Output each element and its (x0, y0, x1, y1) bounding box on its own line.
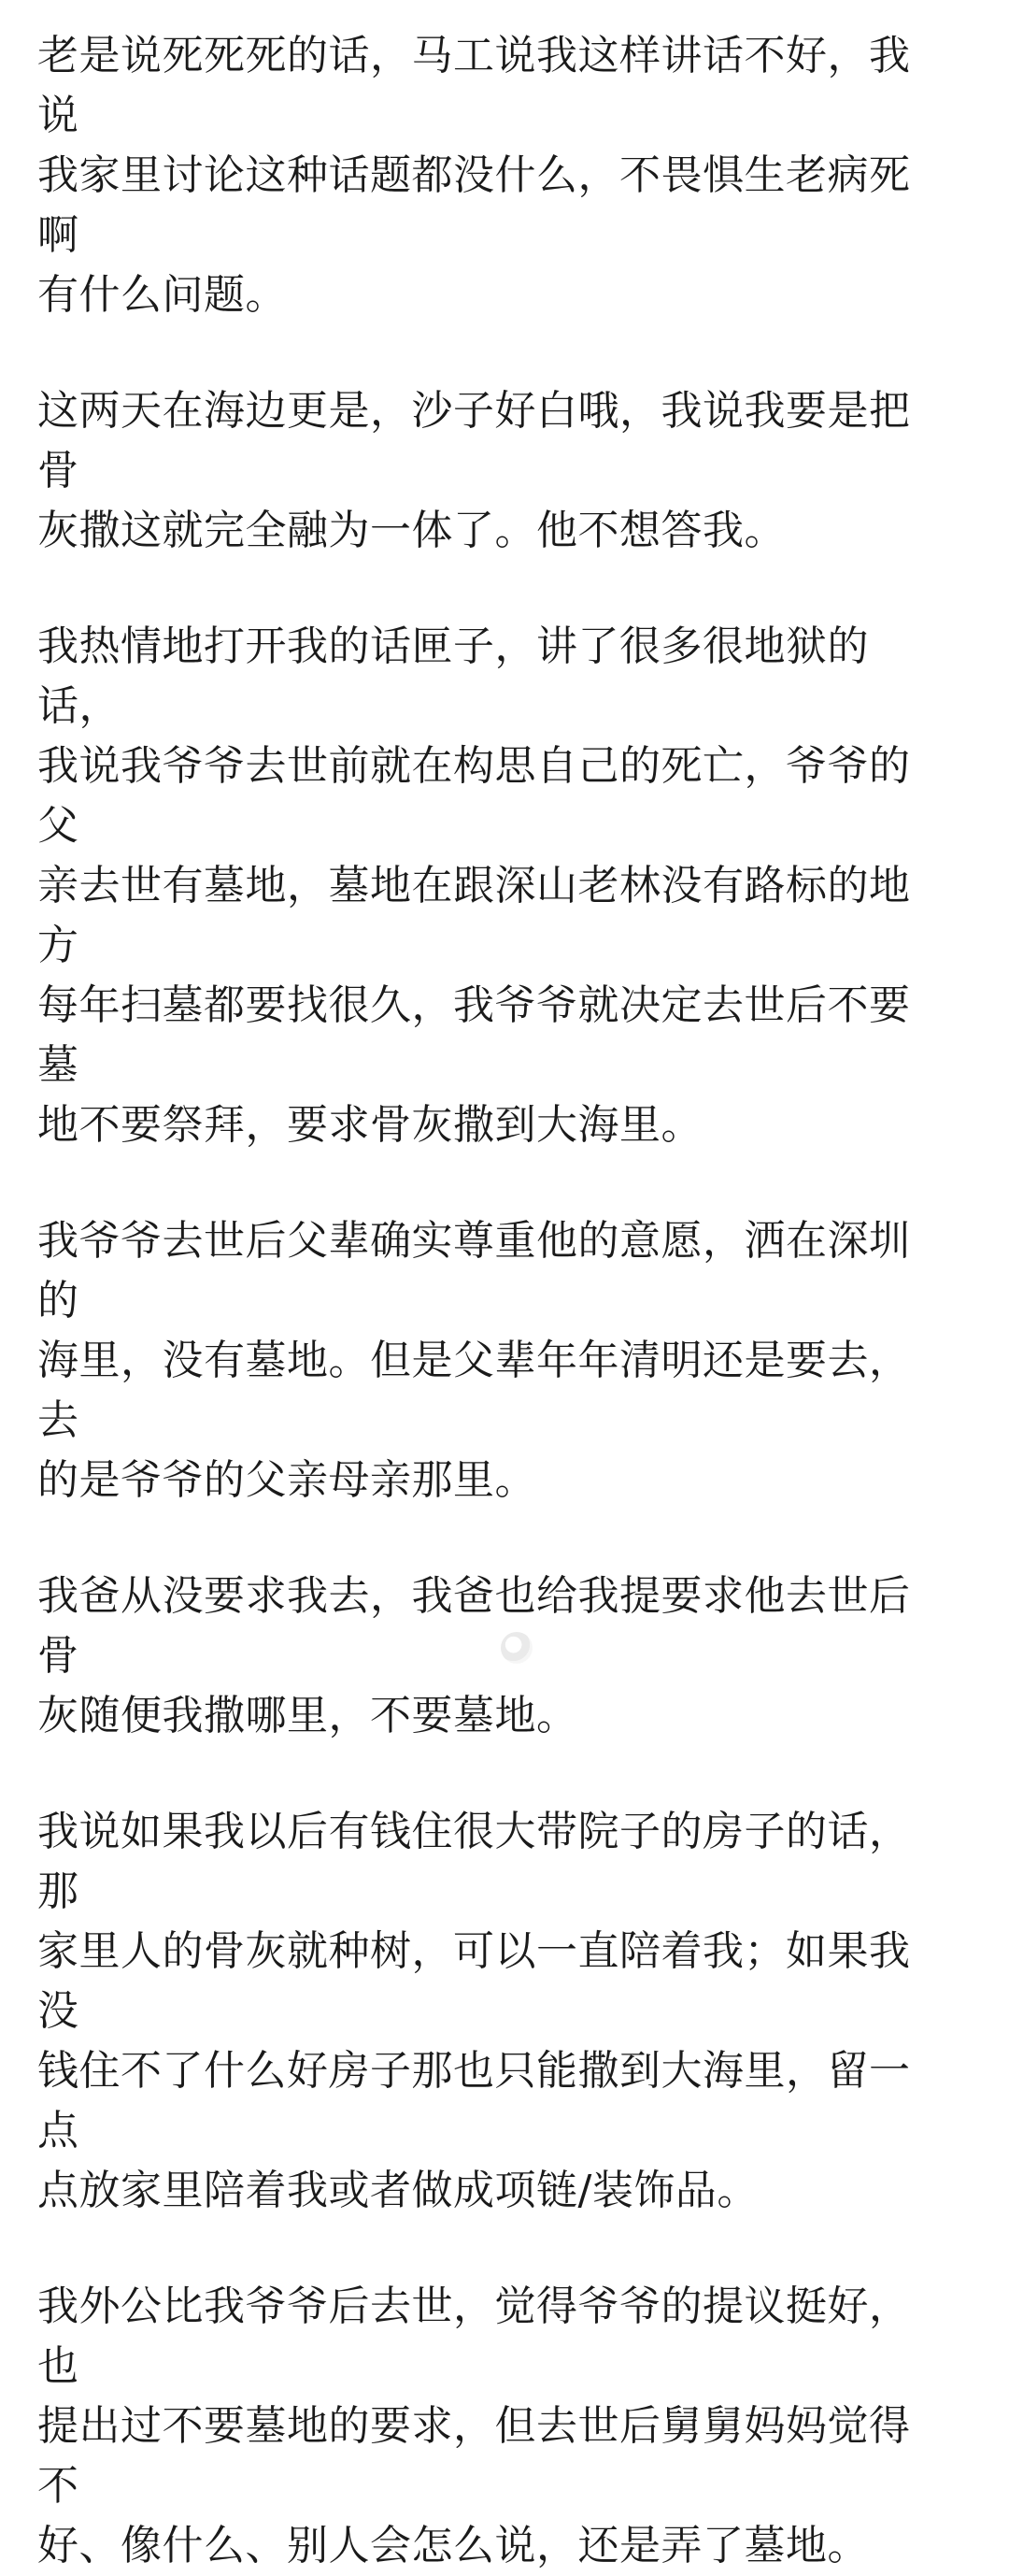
paragraph-6: 我说如果我以后有钱住很大带院子的房子的话，那 家里人的骨灰就种树，可以一直陪着我；如果我没 钱住不了什么好房子那也只能撒到大海里，留一点 点放家里陪着我或者做成项链/装饰品。 (37, 1808, 911, 2214)
paragraph-7: 我外公比我爷爷后去世，觉得爷爷的提议挺好，也 提出过不要墓地的要求，但去世后舅舅妈妈觉得不 好、像什么、别人会怎么说，还是弄了墓地。 (37, 2283, 911, 2569)
paragraph-2: 这两天在海边更是，沙子好白哦，我说我要是把骨 灰撒这就完全融为一体了。他不想答我。 (37, 387, 911, 554)
paragraph-4: 我爷爷去世后父辈确实尊重他的意愿，洒在深圳的 海里，没有墓地。但是父辈年年清明还是要去，去 的是爷爷的父亲母亲那里。 (37, 1217, 911, 1504)
paragraph-3: 我热情地打开我的话匣子，讲了很多很地狱的话， 我说我爷爷去世前就在构思自己的死亡，爷爷的父 亲去世有墓地，墓地在跟深山老林没有路标的地方 每年扫墓都要找很久，我爷爷就决定去世后不要墓 地不要祭拜，要求骨灰撒到大海里。 (37, 623, 911, 1149)
post-body (37, 26, 934, 2576)
watermark-icon (501, 1632, 533, 1664)
paragraph-5: 我爸从没要求我去，我爸也给我提要求他去世后骨 灰随便我撒哪里，不要墓地。 (37, 1572, 911, 1739)
paragraph-1: 老是说死死死的话，马工说我这样讲话不好，我说 我家里讨论这种话题都没什么，不畏惧生老病死啊 有什么问题。 (37, 32, 911, 319)
